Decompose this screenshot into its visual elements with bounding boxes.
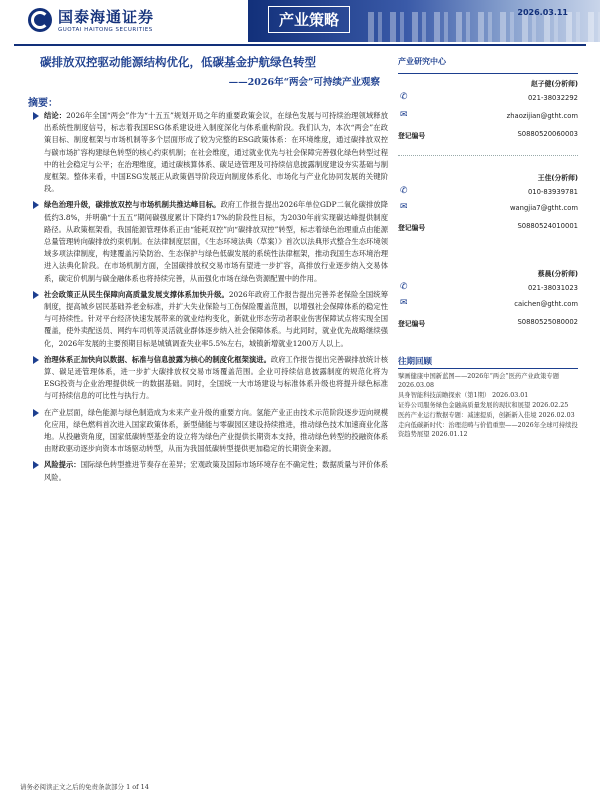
sidebar-heading: 产业研究中心 (398, 57, 446, 66)
abstract-paragraph (44, 289, 388, 350)
related-report-item[interactable]: 具身智能科技前瞻探索（第1期） 2026.03.01 (398, 392, 529, 399)
analyst-email[interactable]: wangjia7@gtht.com (509, 204, 578, 212)
paragraph-lead: 结论： (44, 111, 67, 120)
abstract-paragraph (44, 407, 388, 456)
paragraph-lead: 绿色治理升级，碳排放双控与市场机制共推达峰目标。 (44, 200, 221, 210)
abstract-paragraph (44, 199, 388, 284)
paragraph-text: 2026年政府工作报告提出完善养老保险全国统筹制度，提高城乡居民基础养老金标准，并扩大失业保险与工伤保险覆盖范围，以增强社会保障体系的稳定性与可持续性。针对平台经济快速发展带来的就业结构变化，新就业形态劳动者职业伤害保障试点将实现全国覆盖，使外卖配送员、网约车司机等灵活就业群体逐步纳入社会保障体系。与此同时，就业优先战略继续强化，2026年发展的主要预期目标是城镇调查失业率5.5%左右，城镇新增就业1200万人以上。 (44, 289, 388, 348)
paragraph-text: 政府工作报告提出2026年单位GDP二氧化碳排放降低约3.8%，并明确“十五五”期间碳强度累计下降约17%的阶段性目标，为2030年前实现碳达峰提供制度路径。从政策框架看，我国能源管理体系正由“能耗双控”向“碳排放双控”转型，标志着绿色治理重点由能源总量管理转向碳排放约束机制。在法律制度层面，《生态环境法典（草案）》首次以法典形式整合生态环境领域多项法律制度，构建覆盖污染防治、生态保护与绿色低碳发展的系统性法律框架，推动我国生态环境治理进入法典化阶段。在市场机制方面，全国碳排放权交易市场有望进一步扩容，高排放行业逐步纳入交易体系，碳定价机制与碳金融体系也将持续完善，从而强化市场在绿色资源配置中的作用。 (44, 200, 388, 283)
related-report-item[interactable]: 走向低碳新时代：治理范畴与价值重塑——2026年全球可持续投资趋势展望 2026.01.12 (398, 422, 578, 438)
paragraph-text: 国际绿色转型推进节奏存在差异；宏观政策及国际市场环境存在不确定性；数据质量与评价体系风险。 (44, 460, 389, 482)
phone-icon: ✆ (400, 92, 408, 102)
paragraph-lead: 治理体系正加快向以数据、标准与信息披露为核心的制度化框架演进。 (44, 354, 271, 364)
paragraph-lead: 社会政策正从民生保障向高质量发展支撑体系加快升级。 (44, 289, 229, 299)
report-date: 2026.03.11 (517, 8, 568, 17)
analyst-card (398, 254, 578, 334)
license-label: 登记编号 (398, 224, 426, 232)
bullet-icon (33, 461, 39, 469)
bullet-icon (33, 356, 39, 364)
email-icon: ✉ (400, 110, 408, 120)
header-divider (14, 44, 586, 46)
bullet-icon (33, 201, 39, 209)
related-divider (398, 368, 578, 369)
license-number: S0880525080002 (517, 318, 578, 326)
related-reports-heading: 往期回顾 (398, 357, 433, 367)
abstract-paragraph (44, 459, 388, 483)
brand-logo (28, 6, 154, 33)
email-icon: ✉ (400, 298, 408, 308)
sidebar (398, 56, 578, 334)
sidebar-divider (398, 73, 578, 74)
analyst-email[interactable]: zhaozijian@gtht.com (506, 112, 578, 120)
related-report-item[interactable]: 证券公司服务绿色金融高质量发展的现状和展望 2026.02.25 (398, 402, 569, 409)
related-report-item[interactable]: 擘画健康中国新蓝图——2026年“两会”医药产业政策专题 2026.03.08 (398, 373, 559, 389)
related-report-item[interactable]: 医药产业运行数据专题：减速提质，创新新入佳境 2026.02.03 (398, 412, 575, 419)
logo-mark-icon (28, 8, 52, 32)
analyst-phone: 021-38031023 (527, 284, 578, 292)
abstract-paragraph (44, 354, 388, 403)
analyst-name: 蔡晨(分析师) (537, 270, 578, 278)
brand-name-cn: 国泰海通证券 (58, 8, 155, 26)
analyst-name: 赵子健(分析师) (531, 80, 578, 88)
paragraph-text: 政府工作报告提出完善碳排放统计核算、碳足迹管理体系，进一步扩大碳排放权交易市场覆盖范围。企业可持续信息披露制度的规范化将为ESG投资与企业治理提供统一的数据基础。同时，全国统一大市场建设与标准体系升级也将提升绿色标准与可持续信息的可比性与执行力。 (44, 354, 388, 401)
license-label: 登记编号 (398, 320, 426, 328)
analyst-phone: 021-38032292 (527, 94, 578, 102)
bullet-icon (33, 291, 39, 299)
analyst-divider (398, 155, 578, 156)
page-header (0, 0, 600, 44)
phone-icon: ✆ (400, 186, 408, 196)
abstract-label: 摘要： (28, 98, 58, 109)
paragraph-text: 2026年全国“两会”作为“十五五”规划开局之年的重要政策会议，在绿色发展与可持续治理领域释放出系统性制度信号，标志着我国ESG体系建设进入制度深化与体系重构阶段。我们认为，本次“两会”在政策目标、制度框架与市场机制等多个层面形成了较为完整的ESG政策体系：在环境维度，通过碳排放双控与碳市场扩容构建绿色转型的核心约束机制；在社会维度，通过就业优先与社会保障完善强化绿色转型过程中的社会稳定与公平；在治理维度，通过碳核算体系、碳足迹管理及可持续信息披露制度建设夯实基础与制度框架。整体来看，中国ESG发展正从政策倡导阶段迈向制度体系化、市场化与产业化协同发展的关键阶段。 (44, 111, 388, 194)
paragraph-lead: 风险提示： (44, 460, 81, 470)
related-reports-list (398, 372, 578, 440)
report-subtitle: ——2026年“两会”可持续产业观察 (228, 77, 380, 88)
abstract-paragraph (44, 110, 388, 195)
report-category: 产业策略 (268, 6, 350, 33)
analyst-card (398, 78, 578, 158)
bullet-icon (33, 409, 39, 417)
paragraph-text: 在产业层面，绿色能源与绿色制造成为未来产业升级的重要方向。氢能产业正由技术示范阶段逐步迈向规模化应用，绿色燃料首次进入国家政策体系，新型储能与零碳园区建设持续推进，推动绿色技术加速商业化落地。从投融资角度，国家低碳转型基金的设立将为绿色产业提供长期资本支持，推动绿色转型的投融资体系由财政驱动逐步向资本市场驱动转型，从而为我国低碳转型提供更加稳定的长期资金来源。 (44, 407, 388, 454)
license-number: S0880520060003 (517, 130, 578, 138)
report-title: 碳排放双控驱动能源结构优化，低碳基金护航绿色转型 (40, 55, 316, 69)
analyst-card (398, 158, 578, 238)
email-icon: ✉ (400, 202, 408, 212)
bullet-icon (33, 112, 39, 120)
license-label: 登记编号 (398, 132, 426, 140)
header-banner (248, 0, 600, 42)
brand-name-en: GUOTAI HAITONG SECURITIES (58, 27, 153, 33)
analyst-email[interactable]: caichen@gtht.com (514, 300, 578, 308)
license-number: S0880524010001 (517, 222, 578, 230)
abstract-body (44, 110, 388, 488)
phone-icon: ✆ (400, 282, 408, 292)
analyst-phone: 010-83939781 (527, 188, 578, 196)
analyst-name: 王佳(分析师) (537, 174, 578, 182)
page-footer: 请务必阅读正文之后的免责条款部分 1 of 14 (20, 783, 149, 791)
